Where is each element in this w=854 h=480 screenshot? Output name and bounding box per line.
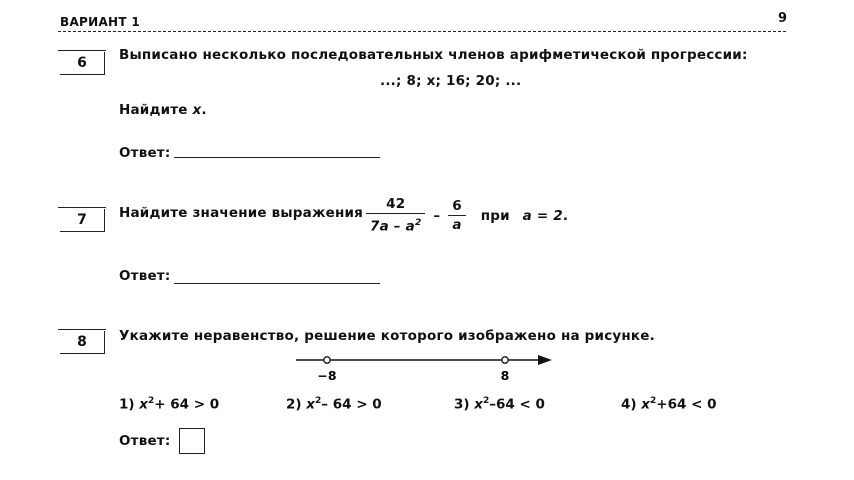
task-6-answer-field[interactable] — [174, 157, 380, 158]
option-4-num: 4) — [621, 396, 637, 413]
number-line — [290, 350, 560, 386]
option-1-exp: 2 — [148, 396, 155, 406]
fraction-1-denominator — [366, 213, 425, 236]
task-7-text: Найдите значение выражения — [119, 205, 364, 221]
option-1-num: 1) — [119, 396, 135, 413]
fraction-2 — [448, 198, 466, 234]
option-2-num: 2) — [286, 396, 302, 413]
page-number: 9 — [778, 11, 788, 26]
open-point-left — [324, 357, 330, 363]
fraction-1 — [366, 196, 425, 236]
task-7-expression: $\frac{42}{7a - a^2}$ – $\frac{6}{a}$ при a = 2. — [366, 196, 568, 236]
task-7-condition: a = 2 — [522, 207, 563, 224]
task-7-number-box — [60, 209, 105, 232]
task-6-text: Выписано несколько последовательных членов арифметической прогрессии: — [119, 47, 748, 63]
task-7-answer-label: Ответ: — [119, 268, 171, 284]
task-8-answer-box[interactable] — [179, 428, 205, 454]
axis-label-right: 8 — [500, 368, 510, 383]
option-2[interactable] — [286, 396, 382, 413]
option-4-exp: 2 — [650, 396, 657, 406]
task-8-number-box — [60, 331, 105, 354]
option-3-rest: –64 < 0 — [489, 396, 545, 413]
task-8-number: 8 — [77, 334, 87, 350]
option-3-num: 3) — [454, 396, 470, 413]
task-6-question-prefix: Найдите — [119, 102, 188, 118]
task-6-number: 6 — [77, 55, 87, 71]
fraction-2-numerator: 6 — [452, 197, 462, 214]
task-6-question: Найдите x. — [119, 102, 207, 118]
task-6-sequence: ...; 8; x; 16; 20; ... — [380, 73, 522, 89]
task-6-answer-label: Ответ: — [119, 145, 171, 161]
fraction-1-denominator-exponent: 2 — [414, 218, 422, 228]
minus-sign: – — [433, 207, 441, 224]
option-2-rest: – 64 > 0 — [321, 396, 382, 413]
option-3[interactable] — [454, 396, 545, 413]
option-4[interactable] — [621, 396, 716, 413]
option-2-exp: 2 — [315, 396, 322, 406]
task-8-text: Укажите неравенство, решение которого изображено на рисунке. — [119, 328, 655, 344]
fraction-1-numerator: 42 — [386, 196, 406, 212]
number-line-arrow — [538, 355, 552, 365]
axis-label-left: −8 — [317, 368, 337, 383]
option-2-var: x — [306, 396, 315, 413]
task-7-at-text: при — [480, 207, 510, 224]
option-1-var: x — [139, 396, 148, 413]
task-7-answer-field[interactable] — [174, 283, 380, 284]
task-8-answer-label: Ответ: — [119, 433, 171, 449]
option-3-var: x — [474, 396, 483, 413]
task-6-number-box — [60, 52, 105, 75]
variant-label: ВАРИАНТ 1 — [60, 15, 141, 29]
task-7-number: 7 — [77, 212, 87, 228]
option-1[interactable] — [119, 396, 219, 413]
option-4-rest: +64 < 0 — [656, 396, 717, 413]
header-divider — [58, 31, 786, 32]
option-1-rest: + 64 > 0 — [154, 396, 220, 413]
option-3-exp: 2 — [483, 396, 490, 406]
open-point-right — [502, 357, 508, 363]
option-4-var: x — [641, 396, 650, 413]
task-6-question-var: x — [192, 102, 202, 118]
fraction-1-denominator-base: 7a – a — [370, 218, 415, 235]
fraction-2-denominator: a — [448, 215, 465, 234]
